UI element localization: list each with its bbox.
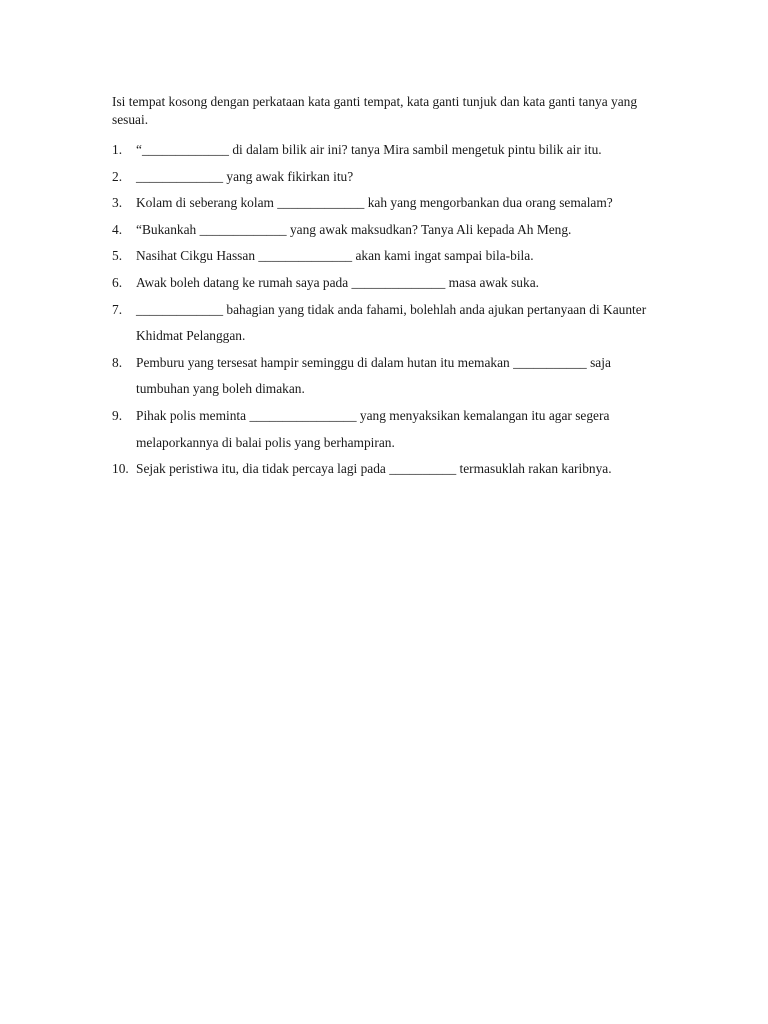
question-item: [112, 137, 652, 164]
question-text: _____________ yang awak fikirkan itu?: [136, 168, 354, 184]
question-item: [112, 270, 652, 297]
question-text: _____________ bahagian yang tidak anda fahami, bolehlah anda ajukan pertanyaan di Kaunter Khidmat Pelanggan.: [136, 301, 647, 344]
question-text: “Bukankah _____________ yang awak maksudkan? Tanya Ali kepada Ah Meng.: [136, 221, 572, 237]
question-item: [112, 350, 652, 403]
instruction-text: Isi tempat kosong dengan perkataan kata ganti tempat, kata ganti tunjuk dan kata ganti tanya yang sesuai.: [112, 94, 638, 127]
question-text: Awak boleh datang ke rumah saya pada ______________ masa awak suka.: [136, 274, 539, 290]
question-text: Kolam di seberang kolam _____________ kah yang mengorbankan dua orang semalam?: [136, 195, 613, 211]
question-number: 4.: [112, 221, 123, 237]
question-number: 2.: [112, 168, 123, 184]
question-number: 3.: [112, 195, 123, 211]
question-text: Pemburu yang tersesat hampir seminggu di dalam hutan itu memakan ___________ saja tumbuhan yang boleh dimakan.: [136, 354, 611, 397]
question-item: [112, 217, 652, 244]
question-text: Nasihat Cikgu Hassan ______________ akan kami ingat sampai bila-bila.: [136, 248, 534, 264]
question-text: “_____________ di dalam bilik air ini? tanya Mira sambil mengetuk pintu bilik air itu.: [136, 142, 602, 157]
question-item: [112, 456, 652, 483]
question-number: 5.: [112, 248, 123, 264]
question-item: [112, 164, 652, 191]
question-number: 8.: [112, 354, 123, 370]
question-text: Sejak peristiwa itu, dia tidak percaya lagi pada __________ termasuklah rakan karibnya.: [136, 461, 612, 477]
question-number: 9.: [112, 407, 123, 423]
worksheet: [112, 93, 652, 483]
question-text: Pihak polis meminta ________________ yang menyaksikan kemalangan itu agar segera melaporkannya di balai polis yang berhampiran.: [136, 407, 610, 450]
question-number: 7.: [112, 301, 123, 317]
question-number: 6.: [112, 274, 123, 290]
question-item: [112, 297, 652, 350]
question-item: [112, 190, 652, 217]
question-number: 1.: [112, 142, 123, 157]
question-list: [112, 137, 652, 483]
question-item: [112, 243, 652, 270]
question-number: 10.: [112, 461, 129, 477]
question-item: [112, 403, 652, 456]
